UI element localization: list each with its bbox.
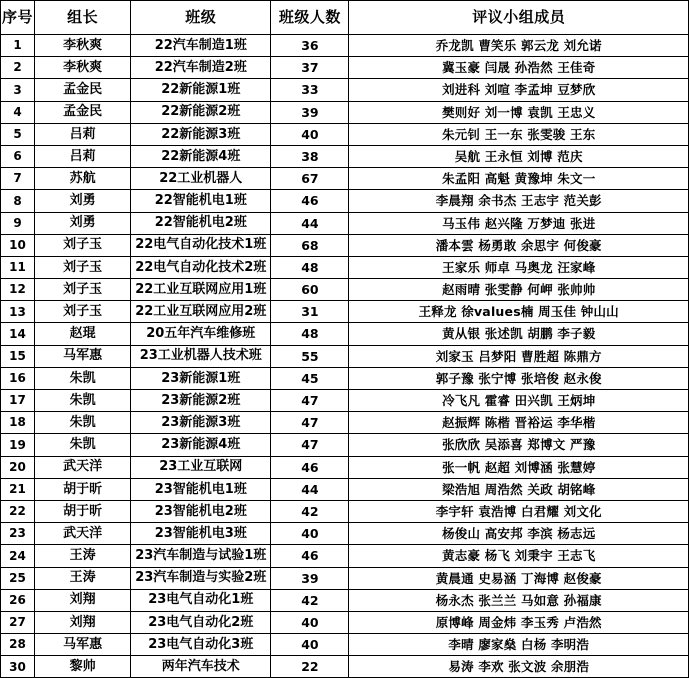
cell-class-size: 22: [271, 656, 349, 678]
table-row: [1, 190, 689, 212]
cell-class-size: 55: [271, 345, 349, 367]
cell-class-size: 46: [271, 456, 349, 478]
cell-leader: 刘翔: [35, 611, 131, 633]
cell-leader: 黎帅: [35, 656, 131, 678]
table-row: [1, 101, 689, 123]
table-row: [1, 523, 689, 545]
cell-members: 冷飞凡 霍睿 田兴凯 王炳坤: [349, 390, 689, 412]
cell-members: 乔龙凯 曹笑乐 郭云龙 刘允诺: [349, 35, 689, 57]
cell-class-size: 47: [271, 390, 349, 412]
cell-class-size: 40: [271, 123, 349, 145]
cell-class: 23新能源2班: [131, 390, 271, 412]
cell-members: 王家乐 师卓 马奥龙 汪家峰: [349, 256, 689, 278]
header-index: 序号: [1, 1, 35, 35]
cell-index: 18: [1, 412, 35, 434]
cell-index: 28: [1, 634, 35, 656]
cell-members: 李晨翔 余书杰 王志宇 范关彭: [349, 190, 689, 212]
table-row: [1, 35, 689, 57]
cell-class-size: 33: [271, 79, 349, 101]
table-row: [1, 367, 689, 389]
cell-class-size: 68: [271, 234, 349, 256]
cell-leader: 朱凯: [35, 390, 131, 412]
cell-class: 23工业互联网: [131, 456, 271, 478]
cell-class-size: 46: [271, 545, 349, 567]
cell-class: 22工业互联网应用1班: [131, 279, 271, 301]
header-members: 评议小组成员: [349, 1, 689, 35]
cell-class: 两年汽车技术: [131, 656, 271, 678]
cell-members: 黄从银 张述凯 胡鹏 李子毅: [349, 323, 689, 345]
cell-leader: 王涛: [35, 567, 131, 589]
cell-class: 23智能机电1班: [131, 478, 271, 500]
cell-leader: 刘勇: [35, 212, 131, 234]
cell-class-size: 47: [271, 412, 349, 434]
cell-index: 27: [1, 611, 35, 633]
cell-leader: 李秋爽: [35, 35, 131, 57]
cell-index: 12: [1, 279, 35, 301]
cell-class: 23新能源1班: [131, 367, 271, 389]
cell-index: 20: [1, 456, 35, 478]
cell-index: 5: [1, 123, 35, 145]
cell-members: 吴航 王永恒 刘博 范庆: [349, 145, 689, 167]
cell-index: 19: [1, 434, 35, 456]
cell-class-size: 60: [271, 279, 349, 301]
cell-members: 梁浩旭 周浩然 关政 胡铭峰: [349, 478, 689, 500]
cell-members: 杨永杰 张兰兰 马如意 孙福康: [349, 589, 689, 611]
cell-class-size: 42: [271, 589, 349, 611]
cell-class-size: 39: [271, 101, 349, 123]
cell-index: 17: [1, 390, 35, 412]
cell-index: 26: [1, 589, 35, 611]
table-row: [1, 611, 689, 633]
table-header: [1, 1, 689, 35]
table-body: [1, 35, 689, 678]
cell-class: 23工业机器人技术班: [131, 345, 271, 367]
cell-class-size: 45: [271, 367, 349, 389]
cell-members: 赵振辉 陈楷 晋裕运 李华楷: [349, 412, 689, 434]
cell-leader: 马军惠: [35, 345, 131, 367]
cell-class-size: 67: [271, 168, 349, 190]
table-row: [1, 656, 689, 678]
cell-members: 黄志豪 杨飞 刘秉宇 王志飞: [349, 545, 689, 567]
cell-index: 6: [1, 145, 35, 167]
cell-index: 7: [1, 168, 35, 190]
cell-members: 易涛 李欢 张文波 余朋浩: [349, 656, 689, 678]
cell-index: 14: [1, 323, 35, 345]
cell-class: 22智能机电1班: [131, 190, 271, 212]
cell-index: 4: [1, 101, 35, 123]
table-row: [1, 634, 689, 656]
table-row: [1, 434, 689, 456]
cell-class-size: 40: [271, 634, 349, 656]
cell-index: 3: [1, 79, 35, 101]
cell-members: 张欣欣 吴添喜 郑博文 严豫: [349, 434, 689, 456]
table-row: [1, 345, 689, 367]
cell-leader: 朱凯: [35, 434, 131, 456]
cell-class: 22工业机器人: [131, 168, 271, 190]
cell-leader: 武天洋: [35, 456, 131, 478]
cell-leader: 武天洋: [35, 523, 131, 545]
cell-class-size: 36: [271, 35, 349, 57]
cell-index: 9: [1, 212, 35, 234]
cell-index: 13: [1, 301, 35, 323]
cell-leader: 赵琨: [35, 323, 131, 345]
cell-index: 24: [1, 545, 35, 567]
cell-leader: 刘子玉: [35, 256, 131, 278]
cell-class-size: 47: [271, 434, 349, 456]
cell-class: 23电气自动化2班: [131, 611, 271, 633]
table-row: [1, 212, 689, 234]
cell-class-size: 40: [271, 611, 349, 633]
cell-class: 23新能源3班: [131, 412, 271, 434]
table-row: [1, 478, 689, 500]
cell-class: 23汽车制造与实验2班: [131, 567, 271, 589]
cell-index: 10: [1, 234, 35, 256]
cell-leader: 朱凯: [35, 367, 131, 389]
table-row: [1, 500, 689, 522]
cell-class: 22新能源3班: [131, 123, 271, 145]
cell-members: 王释龙 徐values楠 周玉佳 钟山山: [349, 301, 689, 323]
cell-leader: 马军惠: [35, 634, 131, 656]
cell-members: 李晴 廖家燊 白杨 李明浩: [349, 634, 689, 656]
cell-class: 23电气自动化3班: [131, 634, 271, 656]
cell-class: 22新能源1班: [131, 79, 271, 101]
cell-class: 22汽车制造2班: [131, 57, 271, 79]
cell-index: 22: [1, 500, 35, 522]
header-class-size: 班级人数: [271, 1, 349, 35]
cell-leader: 刘翔: [35, 589, 131, 611]
table-row: [1, 57, 689, 79]
cell-index: 15: [1, 345, 35, 367]
cell-leader: 孟金民: [35, 101, 131, 123]
header-leader: 组长: [35, 1, 131, 35]
cell-members: 刘家玉 吕梦阳 曹胜超 陈鼎方: [349, 345, 689, 367]
cell-class-size: 48: [271, 323, 349, 345]
cell-members: 朱孟阳 高魁 黄豫坤 朱文一: [349, 168, 689, 190]
cell-members: 原博峰 周金炜 李玉秀 卢浩然: [349, 611, 689, 633]
cell-leader: 刘子玉: [35, 234, 131, 256]
cell-class-size: 39: [271, 567, 349, 589]
table-row: [1, 123, 689, 145]
cell-class: 23电气自动化1班: [131, 589, 271, 611]
cell-leader: 孟金民: [35, 79, 131, 101]
cell-class-size: 38: [271, 145, 349, 167]
cell-leader: 吕莉: [35, 123, 131, 145]
cell-leader: 李秋爽: [35, 57, 131, 79]
cell-class-size: 44: [271, 478, 349, 500]
cell-members: 黄晨通 史易涵 丁海博 赵俊豪: [349, 567, 689, 589]
cell-members: 马玉伟 赵兴隆 万梦迪 张进: [349, 212, 689, 234]
cell-index: 16: [1, 367, 35, 389]
cell-members: 樊则好 刘一博 袁凯 王忠义: [349, 101, 689, 123]
cell-class-size: 31: [271, 301, 349, 323]
cell-class-size: 44: [271, 212, 349, 234]
cell-members: 张一帆 赵超 刘博涵 张慧婷: [349, 456, 689, 478]
table-row: [1, 234, 689, 256]
header-class: 班级: [131, 1, 271, 35]
table-row: [1, 301, 689, 323]
cell-leader: 胡于昕: [35, 478, 131, 500]
table-row: [1, 412, 689, 434]
cell-class: 23智能机电3班: [131, 523, 271, 545]
cell-index: 23: [1, 523, 35, 545]
table-row: [1, 589, 689, 611]
table-row: [1, 168, 689, 190]
cell-class-size: 46: [271, 190, 349, 212]
cell-index: 1: [1, 35, 35, 57]
cell-members: 李宇轩 袁浩博 白君耀 刘文化: [349, 500, 689, 522]
cell-members: 赵雨晴 张雯静 何岬 张帅帅: [349, 279, 689, 301]
cell-members: 刘进科 刘喧 李孟坤 豆梦欣: [349, 79, 689, 101]
cell-index: 11: [1, 256, 35, 278]
cell-class: 22电气自动化技术2班: [131, 256, 271, 278]
cell-class: 22电气自动化技术1班: [131, 234, 271, 256]
cell-class: 20五年汽车维修班: [131, 323, 271, 345]
cell-index: 25: [1, 567, 35, 589]
cell-class: 22汽车制造1班: [131, 35, 271, 57]
cell-leader: 刘子玉: [35, 279, 131, 301]
cell-leader: 胡于昕: [35, 500, 131, 522]
cell-leader: 王涛: [35, 545, 131, 567]
cell-index: 30: [1, 656, 35, 678]
table-row: [1, 390, 689, 412]
table-row: [1, 567, 689, 589]
cell-members: 潘本雲 杨勇敢 余思宇 何俊豪: [349, 234, 689, 256]
cell-class-size: 48: [271, 256, 349, 278]
header-row: [1, 1, 689, 35]
table-row: [1, 279, 689, 301]
cell-class: 22新能源2班: [131, 101, 271, 123]
cell-class-size: 42: [271, 500, 349, 522]
cell-class: 22智能机电2班: [131, 212, 271, 234]
cell-class-size: 37: [271, 57, 349, 79]
table-row: [1, 256, 689, 278]
cell-class-size: 40: [271, 523, 349, 545]
table-row: [1, 456, 689, 478]
cell-class: 22工业互联网应用2班: [131, 301, 271, 323]
table-row: [1, 79, 689, 101]
cell-index: 21: [1, 478, 35, 500]
cell-members: 杨俊山 高安邦 李滨 杨志远: [349, 523, 689, 545]
cell-leader: 苏航: [35, 168, 131, 190]
cell-index: 8: [1, 190, 35, 212]
cell-class: 23汽车制造与试验1班: [131, 545, 271, 567]
table-row: [1, 323, 689, 345]
cell-index: 2: [1, 57, 35, 79]
table-row: [1, 545, 689, 567]
cell-class: 23智能机电2班: [131, 500, 271, 522]
cell-members: 朱元钊 王一东 张雯骏 王东: [349, 123, 689, 145]
cell-leader: 朱凯: [35, 412, 131, 434]
cell-members: 郭子豫 张宁博 张培俊 赵永俊: [349, 367, 689, 389]
cell-class: 23新能源4班: [131, 434, 271, 456]
table-row: [1, 145, 689, 167]
cell-leader: 刘勇: [35, 190, 131, 212]
cell-class: 22新能源4班: [131, 145, 271, 167]
cell-leader: 刘子玉: [35, 301, 131, 323]
cell-leader: 吕莉: [35, 145, 131, 167]
cell-members: 冀玉豪 闫晟 孙浩然 王佳奇: [349, 57, 689, 79]
